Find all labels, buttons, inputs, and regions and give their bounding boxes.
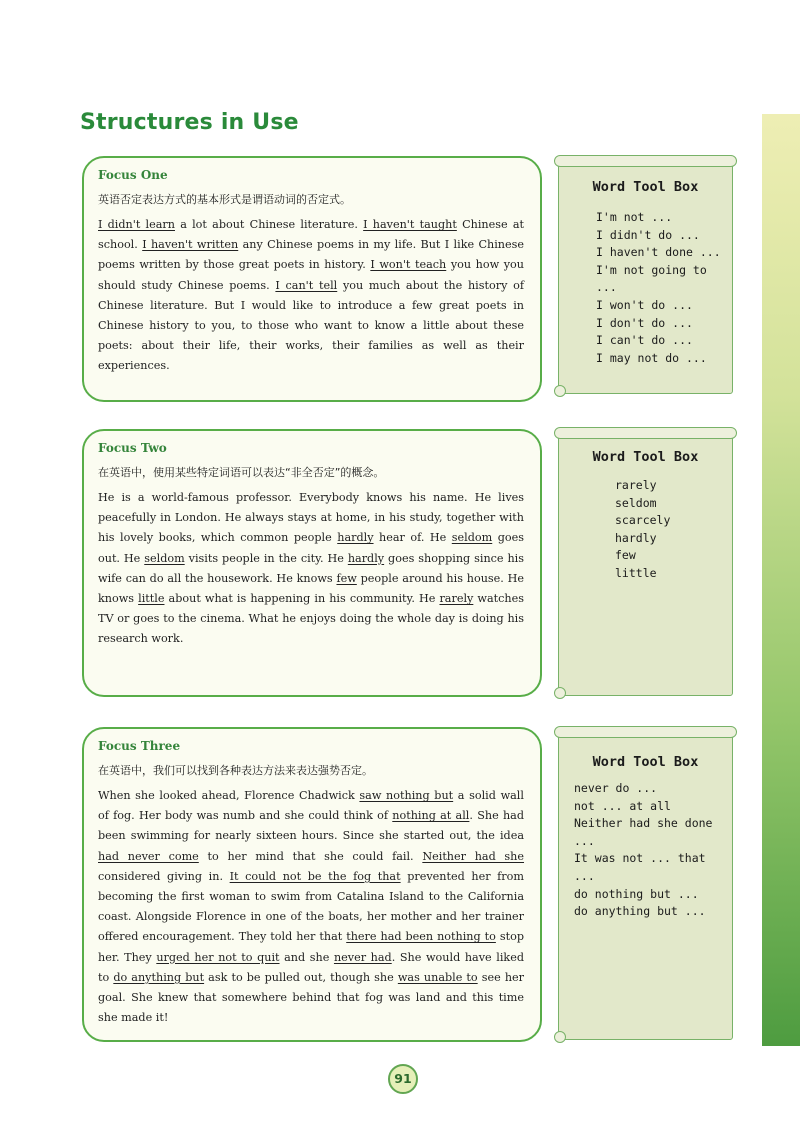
word-tool-box-one (558, 162, 733, 394)
word-tool-box-two (558, 434, 733, 696)
page-number-badge: 91 (388, 1064, 418, 1094)
negation-phrase: I won't teach (370, 258, 447, 272)
tool-box-item: I can't do ... (596, 333, 693, 348)
focus-label: Focus Three (98, 739, 181, 753)
tool-box-item: hardly (615, 530, 657, 545)
passage-text: a lot about Chinese literature. (174, 218, 364, 231)
tool-box-item: rarely (615, 478, 657, 492)
tool-box-item: Neither had she done ... (574, 816, 713, 848)
passage-text: When she looked ahead, Florence Chadwick (98, 789, 360, 802)
tool-box-item: not ... at all (574, 798, 671, 813)
focus-label: Focus One (98, 168, 168, 182)
tool-box-title: Word Tool Box (592, 754, 699, 770)
passage-text: and she (279, 950, 334, 964)
word-tool-box-three (558, 733, 733, 1040)
side-color-bar (762, 114, 800, 1046)
focus-passage (98, 786, 524, 1028)
tool-box-item: do anything but ... (574, 904, 706, 919)
page-title: Structures in Use (80, 110, 299, 135)
negation-phrase: seldom (144, 551, 185, 565)
tool-box-item: scarcely (615, 513, 671, 528)
tool-box-item: few (615, 548, 636, 563)
negation-phrase: urged her not to quit (156, 950, 280, 964)
negation-phrase: never had (333, 950, 392, 964)
tool-box-list (559, 209, 732, 367)
negation-phrase: I haven't taught (363, 218, 457, 231)
tool-box-item: I didn't do ... (596, 227, 700, 242)
focus-two-box (82, 429, 542, 697)
focus-passage (98, 488, 524, 650)
passage-text: people around his house. He knows (98, 571, 525, 606)
tool-box-item: I don't do ... (596, 315, 693, 330)
negation-phrase: had never come (98, 849, 199, 863)
tool-box-item: I'm not going to ... (596, 262, 707, 295)
passage-text: goes shopping since his wife can do all the housework. He knows (98, 551, 525, 585)
focus-label: Focus Two (98, 441, 167, 455)
tool-box-item: seldom (615, 495, 657, 510)
passage-text: you how you should study Chinese poems. (98, 258, 524, 292)
tool-box-item: never do ... (574, 781, 658, 795)
passage-text: . She had been swimming for nearly sixteen hours. Since she started out, the idea (98, 809, 524, 843)
negation-phrase: nothing at all (392, 809, 470, 823)
negation-phrase: I can't tell (275, 278, 338, 292)
focus-three-box (82, 727, 542, 1042)
passage-text: watches TV or goes to the cinema. What he enjoys doing the whole day is doing his research work. (98, 592, 524, 646)
passage-text: . She would have liked to (98, 950, 524, 984)
tool-box-item: I won't do ... (596, 297, 693, 312)
tool-box-item: I haven't done ... (596, 245, 721, 260)
negation-phrase: I didn't learn (98, 218, 175, 231)
tool-box-item: do nothing but ... (574, 886, 699, 901)
passage-text: visits people in the city. He (184, 551, 348, 565)
negation-phrase: rarely (439, 592, 474, 606)
focus-note: 英语否定表达方式的基本形式是谓语动词的否定式。 (98, 193, 351, 206)
focus-note: 在英语中，使用某些特定词语可以表达“非全否定”的概念。 (98, 466, 385, 479)
passage-text: prevented her from becoming the first woman to swim from Catalina Island to the California coast. Alongside Florence in one of the boats, her mother and her trainer offered encouragement. They told her that (98, 869, 525, 944)
passage-text: about what is happening in his community. He (164, 592, 440, 606)
negation-phrase: seldom (451, 531, 493, 545)
passage-text: Chinese at school. (98, 218, 524, 252)
passage-text: see her goal. She knew that somewhere behind that fog was land and this time she made it! (98, 970, 524, 1025)
tool-box-title: Word Tool Box (592, 179, 699, 195)
negation-phrase: Neither had she (422, 849, 525, 863)
passage-text: any Chinese poems in my life. But I like Chinese poems written by those great poets in history. (98, 238, 524, 272)
negation-phrase: few (336, 571, 357, 585)
passage-text: considered giving in. (98, 869, 230, 883)
passage-text: goes out. He (98, 531, 524, 565)
passage-text: He is a world-famous professor. Everybody knows his name. He lives peacefully in London. He always stays at home, in his study, together with his lovely books, which common people (98, 491, 524, 545)
negation-phrase: do anything but (113, 970, 205, 984)
negation-phrase: saw nothing but (359, 789, 454, 802)
tool-box-item: I'm not ... (596, 210, 673, 224)
negation-phrase: hardly (337, 531, 374, 545)
tool-box-list (559, 477, 732, 583)
passage-text: ask to be pulled out, though she (204, 970, 398, 984)
passage-text: to her mind that she could fail. (198, 849, 423, 863)
negation-phrase: little (138, 592, 165, 606)
passage-text: a solid wall of fog. Her body was numb and she could think of (98, 789, 524, 823)
negation-phrase: was unable to (397, 970, 478, 984)
passage-text: stop her. They (98, 930, 524, 964)
focus-note: 在英语中，我们可以找到各种表达方法来表达强势否定。 (98, 764, 373, 777)
tool-box-list (559, 780, 732, 921)
focus-passage (98, 215, 524, 377)
tool-box-item: little (615, 565, 657, 580)
tool-box-title: Word Tool Box (592, 449, 699, 465)
focus-one-box (82, 156, 542, 402)
tool-box-item: It was not ... that ... (574, 851, 706, 883)
passage-text: hear of. He (373, 531, 452, 545)
passage-text: you much about the history of Chinese literature. But I would like to introduce a few great poets in Chinese history to you, to those who want to know a little about these poets: about their life, their works, their families as well as their experiences. (98, 278, 524, 373)
negation-phrase: hardly (347, 551, 385, 565)
tool-box-item: I may not do ... (596, 350, 707, 365)
negation-phrase: It could not be the fog that (229, 869, 401, 883)
negation-phrase: I haven't written (142, 238, 239, 252)
negation-phrase: there had been nothing to (346, 930, 496, 944)
